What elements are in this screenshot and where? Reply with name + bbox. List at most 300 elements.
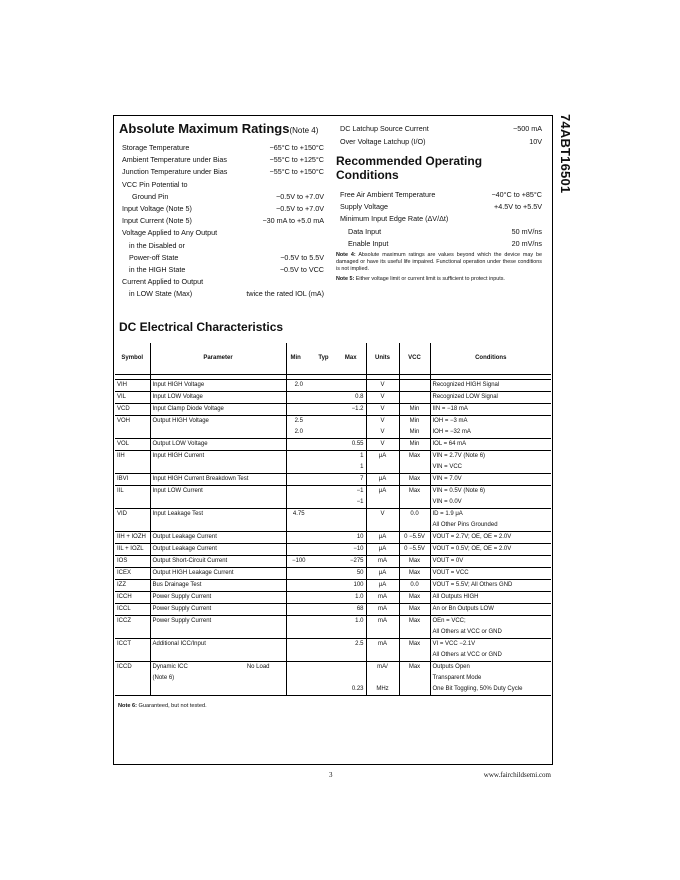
cell-max: 0.55: [336, 438, 366, 450]
note-4: Note 4: Absolute maximum ratings are values beyond which the device may be damaged or have its useful life impaired. Functional operation under these conditions is not implied.: [336, 252, 543, 272]
cell-sym: VOH: [115, 415, 150, 427]
cell-cond: VI = VCC −2.1V: [432, 640, 476, 647]
cell-param: Bus Drainage Test: [150, 579, 286, 591]
cell-max: [336, 508, 366, 520]
cell-typ: [311, 567, 336, 579]
note-5: Note 5: Either voltage limit or current limit is sufficient to protect inputs.: [336, 276, 505, 282]
cell-cond: One Bit Toggling, 50% Duty Cycle: [430, 684, 551, 696]
cell-param: [150, 661, 286, 673]
recommended-title: Recommended Operating Conditions: [336, 154, 483, 182]
cell-vcc: [399, 627, 430, 639]
cell-min: 2.0: [286, 379, 311, 391]
table-row: [115, 615, 551, 627]
dc-title: DC Electrical Characteristics: [119, 320, 284, 334]
dc-header-row: [115, 343, 551, 374]
cell-cond: All Outputs HIGH: [430, 591, 551, 603]
cell-vcc: 0 −5.5V: [399, 543, 430, 555]
cell-min: [286, 473, 311, 485]
recommended-label: Enable Input: [348, 239, 389, 248]
cell-vcc: Max: [399, 555, 430, 567]
cell-max: −275: [336, 555, 366, 567]
cell-typ: [311, 661, 336, 673]
abs-row: [122, 216, 324, 226]
cell-sym: IIL: [115, 485, 150, 497]
cell-units: V: [366, 508, 399, 520]
cell-cond: Recognized HIGH Signal: [430, 379, 551, 391]
cell-min: [286, 684, 311, 696]
note-6: Note 6: Guaranteed, but not tested.: [118, 703, 207, 709]
cell-cond: All Others at VCC or GND: [430, 650, 551, 662]
cell-sym: [115, 627, 150, 639]
cell-cond: VIN = 0.0V: [430, 497, 551, 509]
cell-sym: [115, 462, 150, 474]
abs-row-label: VCC Pin Potential to: [122, 179, 188, 189]
cell-min: [286, 543, 311, 555]
cell-cond: IIN = −18 mA: [430, 403, 551, 415]
cell-min: [286, 638, 311, 650]
cell-min: [286, 403, 311, 415]
cell-param: [150, 427, 286, 439]
cell-cond: VOUT = 0.5V; OE, OE = 2.0V: [430, 543, 551, 555]
cell-units: mA: [366, 591, 399, 603]
cell-sym: [115, 673, 150, 684]
table-row: [115, 508, 551, 520]
abs-row-label: Junction Temperature under Bias: [122, 167, 228, 177]
cell-units: μA: [366, 567, 399, 579]
cell-units: MHz: [366, 684, 399, 696]
cell-vcc: Min: [399, 438, 430, 450]
cell-cond: Outputs Open: [432, 663, 470, 670]
cell-param: Input HIGH Current: [150, 450, 286, 462]
cell-sym: IIH: [115, 450, 150, 462]
cell-typ: [311, 497, 336, 509]
cell-cond: VIN = 2.7V (Note 6): [432, 452, 486, 459]
cell-param: [150, 497, 286, 509]
cell-param: Output HIGH Voltage: [150, 415, 286, 427]
cell-units: μA: [366, 485, 399, 497]
cell-max: 2.5: [336, 638, 366, 650]
cell-sym: ICEX: [115, 567, 150, 579]
cell-vcc: Max: [399, 603, 430, 615]
abs-row-value: −55°C to +125°C: [269, 155, 324, 165]
cell-typ: [311, 508, 336, 520]
cell-param: Input Clamp Diode Voltage: [150, 403, 286, 415]
cell-param: Additional ICC/Input: [150, 638, 286, 650]
abs-row: [122, 155, 324, 165]
cell-units: [366, 462, 399, 474]
cell-cond: VOUT = 0V: [430, 555, 551, 567]
recommended-row: [340, 239, 542, 249]
cell-units: [366, 650, 399, 662]
recommended-label: Free Air Ambient Temperature: [340, 190, 436, 199]
cell-param: Input LOW Current: [150, 485, 286, 497]
cell-max: 0.23: [336, 684, 366, 696]
cell-max: 1: [336, 462, 366, 474]
cell-min: −100: [286, 555, 311, 567]
abs-row: [122, 265, 324, 275]
cell-min: [286, 520, 311, 532]
table-row: [115, 427, 551, 439]
cell-sym: IIL + IOZL: [115, 543, 150, 555]
cell-units: mA: [366, 555, 399, 567]
cell-typ: [311, 531, 336, 543]
col-vcc: VCC: [399, 343, 430, 374]
cell-vcc: Min: [399, 403, 430, 415]
abs-row-label: Ground Pin: [132, 191, 169, 201]
cell-param: Power Supply Current: [150, 591, 286, 603]
cell-sym: IOS: [115, 555, 150, 567]
cell-units: μA: [366, 473, 399, 485]
cell-cond: IOH = −32 mA: [430, 427, 551, 439]
table-row: [115, 520, 551, 532]
cell-max: [336, 379, 366, 391]
cell-typ: [311, 684, 336, 696]
cell-cond: VOUT = VCC: [430, 567, 551, 579]
abs-row: [122, 289, 324, 299]
table-row: [115, 673, 551, 684]
cell-max: [336, 673, 366, 684]
cell-typ: [311, 591, 336, 603]
cell-units: V: [366, 438, 399, 450]
cell-sym: VIL: [115, 391, 150, 403]
cell-units: V: [366, 415, 399, 427]
cell-max: [336, 627, 366, 639]
cell-typ: [311, 543, 336, 555]
cell-vcc: Max: [399, 473, 430, 485]
recommended-value: −40°C to +85°C: [491, 190, 542, 199]
cell-cond: IOL = 64 mA: [430, 438, 551, 450]
cell-param: [150, 650, 286, 662]
cell-sym: ICCL: [115, 603, 150, 615]
cell-param: [150, 520, 286, 532]
col-conditions: Conditions: [430, 343, 551, 374]
cell-cond: Transparent Mode: [432, 674, 482, 681]
abs-row-value: −30 mA to +5.0 mA: [262, 216, 324, 226]
abs-row-label: in the Disabled or: [129, 240, 185, 250]
abs-row: [122, 241, 324, 251]
table-row: [115, 650, 551, 662]
latchup-value: −500 mA: [513, 124, 542, 133]
table-row: [115, 661, 551, 673]
cell-typ: [311, 673, 336, 684]
abs-row: [122, 228, 324, 238]
cell-cond: VIN = 7.0V: [430, 473, 551, 485]
col-units: Units: [366, 343, 399, 374]
cell-sym: IZZ: [115, 579, 150, 591]
cell-max: [336, 650, 366, 662]
table-row: [115, 543, 551, 555]
table-row: [115, 531, 551, 543]
abs-row-label: Input Current (Note 5): [122, 216, 192, 226]
cell-units: V: [366, 391, 399, 403]
part-number-vertical: 74ABT16501: [558, 114, 573, 194]
table-row: [115, 555, 551, 567]
abs-row-label: Storage Temperature: [122, 143, 190, 152]
cell-typ: [311, 603, 336, 615]
cell-vcc: Max: [399, 615, 430, 627]
cell-vcc: Max: [399, 485, 430, 497]
cell-min: [286, 485, 311, 497]
abs-row-label: Input Voltage (Note 5): [122, 204, 192, 213]
dc-characteristics-table: [115, 343, 551, 696]
table-row: [115, 485, 551, 497]
cell-max: [336, 520, 366, 532]
cell-vcc: 0.0: [399, 508, 430, 520]
abs-row: [122, 253, 324, 263]
abs-row-label: Ambient Temperature under Bias: [122, 155, 227, 165]
abs-row-value: twice the rated IOL (mA): [246, 289, 324, 299]
abs-row-label: Current Applied to Output: [122, 277, 204, 287]
cell-max: −1: [336, 497, 366, 509]
cell-min: [286, 591, 311, 603]
cell-typ: [311, 473, 336, 485]
cell-units: mA: [366, 603, 399, 615]
cell-min: [286, 531, 311, 543]
cell-vcc: Max: [399, 638, 430, 650]
latchup-row: [340, 137, 542, 147]
cell-vcc: [399, 391, 430, 403]
cell-typ: [311, 555, 336, 567]
cell-sym: VID: [115, 508, 150, 520]
cell-param: Power Supply Current: [150, 603, 286, 615]
cell-vcc: Min: [399, 427, 430, 439]
table-row: [115, 473, 551, 485]
cell-sym: VIH: [115, 379, 150, 391]
cell-max: [336, 661, 366, 673]
abs-row: [122, 192, 324, 202]
cell-units: V: [366, 379, 399, 391]
table-row: [115, 391, 551, 403]
recommended-label: Minimum Input Edge Rate (ΔV/Δt): [340, 214, 449, 223]
cell-vcc: Min: [399, 415, 430, 427]
table-row: [115, 579, 551, 591]
cell-param: Output LOW Voltage: [150, 438, 286, 450]
cell-min: [286, 615, 311, 627]
table-row: [115, 415, 551, 427]
abs-row-value: −0.5V to 5.5V: [280, 252, 324, 262]
cell-min: [286, 391, 311, 403]
table-row: [115, 450, 551, 462]
cell-typ: [311, 615, 336, 627]
cell-min: [286, 567, 311, 579]
cell-vcc: [399, 497, 430, 509]
cell-min: [286, 673, 311, 684]
abs-row: [122, 180, 324, 190]
col-parameter: Parameter: [150, 343, 286, 374]
abs-row: [122, 277, 324, 287]
cell-min: [286, 450, 311, 462]
col-min: Min: [286, 343, 311, 374]
cell-sym: VOL: [115, 438, 150, 450]
cell-typ: [311, 462, 336, 474]
parameter-extra: No Load: [246, 663, 270, 670]
cell-param: Input HIGH Current Breakdown Test: [150, 473, 286, 485]
absolute-max-title: Absolute Maximum Ratings(Note 4): [119, 121, 319, 136]
cell-min: [286, 579, 311, 591]
cell-param: Output Short-Circuit Current: [150, 555, 286, 567]
abs-row-value: −0.5V to +7.0V: [276, 204, 324, 213]
cell-min: [286, 627, 311, 639]
cell-units: mA/: [366, 661, 399, 673]
recommended-label: Supply Voltage: [340, 202, 388, 211]
cell-max: 7: [336, 473, 366, 485]
abs-row-label: in LOW State (Max): [129, 289, 193, 299]
cell-units: mA: [366, 638, 399, 650]
cell-max: 100: [336, 579, 366, 591]
cell-param: Input Leakage Test: [150, 508, 286, 520]
cell-sym: [115, 520, 150, 532]
cell-param: Input HIGH Voltage: [150, 379, 286, 391]
latchup-row: [340, 124, 542, 134]
cell-sym: [115, 650, 150, 662]
abs-row: [122, 143, 324, 153]
cell-max: −10: [336, 543, 366, 555]
latchup-value: 10V: [529, 136, 542, 146]
recommended-value: +4.5V to +5.5V: [494, 202, 542, 211]
table-row: [115, 379, 551, 391]
recommended-row: [340, 190, 542, 200]
cell-sym: ICCH: [115, 591, 150, 603]
cell-vcc: [399, 650, 430, 662]
cell-cond: VIN = VCC: [430, 462, 551, 474]
cell-vcc: [399, 379, 430, 391]
cell-typ: [311, 403, 336, 415]
cell-param: [150, 462, 286, 474]
cell-min: 4.75: [292, 510, 305, 517]
cell-units: V: [366, 403, 399, 415]
cell-param: Output Leakage Current: [150, 531, 286, 543]
cell-vcc: [399, 520, 430, 532]
recommended-row: [340, 214, 542, 224]
cell-max: 0.8: [336, 391, 366, 403]
cell-param: (Note 6): [150, 673, 286, 684]
abs-row: [122, 204, 324, 214]
cell-typ: [311, 427, 336, 439]
table-row: [115, 462, 551, 474]
abs-row-value: −65°C to +150°C: [269, 143, 324, 152]
cell-sym: [115, 684, 150, 696]
table-row: [115, 403, 551, 415]
cell-sym: ICCD: [115, 661, 150, 673]
cell-typ: [311, 485, 336, 497]
cell-vcc: [399, 684, 430, 696]
cell-vcc: [399, 673, 430, 684]
cell-max: 1: [336, 450, 366, 462]
cell-max: 68: [336, 603, 366, 615]
cell-min: 2.5: [294, 417, 303, 424]
cell-cond: VOUT = 5.5V; All Others GND: [430, 579, 551, 591]
cell-cond: An or Bn Outputs LOW: [430, 603, 551, 615]
cell-param: [150, 684, 286, 696]
cell-typ: [311, 579, 336, 591]
cell-sym: VCD: [115, 403, 150, 415]
cell-units: μA: [366, 543, 399, 555]
cell-units: [366, 520, 399, 532]
table-row: [115, 567, 551, 579]
cell-typ: [311, 638, 336, 650]
cell-vcc: Max: [399, 567, 430, 579]
cell-units: μA: [366, 531, 399, 543]
cell-sym: [115, 497, 150, 509]
cell-max: [336, 415, 366, 427]
cell-units: μA: [366, 450, 399, 462]
cell-cond: IOH = −3 mA: [432, 417, 468, 424]
page-number: 3: [329, 771, 333, 779]
cell-vcc: Max: [399, 450, 430, 462]
cell-min: 2.0: [286, 427, 311, 439]
cell-units: mA: [366, 615, 399, 627]
parameter-text: Dynamic ICC: [152, 663, 188, 670]
cell-cond: Recognized LOW Signal: [430, 391, 551, 403]
cell-units: [366, 673, 399, 684]
recommended-row: [340, 227, 542, 237]
abs-row-label: in the HIGH State: [129, 265, 186, 274]
cell-min: [286, 661, 311, 673]
cell-param: Power Supply Current: [150, 615, 286, 627]
table-row: [115, 497, 551, 509]
cell-max: [336, 427, 366, 439]
cell-cond: All Others at VCC or GND: [430, 627, 551, 639]
cell-sym: IBVI: [115, 473, 150, 485]
abs-row-value: −55°C to +150°C: [269, 167, 324, 177]
cell-min: [286, 650, 311, 662]
cell-param: Output HIGH Leakage Current: [150, 567, 286, 579]
cell-typ: [311, 379, 336, 391]
cell-vcc: [399, 462, 430, 474]
recommended-row: [340, 202, 542, 212]
cell-max: 1.0: [336, 615, 366, 627]
cell-param: Output Leakage Current: [150, 543, 286, 555]
cell-cond: ID = 1.9 μA: [432, 510, 463, 517]
cell-min: [286, 438, 311, 450]
abs-row-value: −0.5V to +7.0V: [276, 191, 324, 201]
col-max: Max: [336, 343, 366, 374]
cell-sym: ICCT: [115, 638, 150, 650]
cell-typ: [311, 450, 336, 462]
cell-typ: [311, 650, 336, 662]
cell-cond: All Other Pins Grounded: [430, 520, 551, 532]
cell-cond: OEn = VCC;: [432, 617, 466, 624]
recommended-label: Data Input: [348, 227, 382, 236]
cell-units: [366, 627, 399, 639]
cell-max: 50: [336, 567, 366, 579]
cell-min: [286, 603, 311, 615]
cell-max: −1.2: [336, 403, 366, 415]
abs-row-label: Power-off State: [129, 252, 179, 262]
col-symbol: Symbol: [115, 343, 150, 374]
table-row: [115, 627, 551, 639]
table-row: [115, 438, 551, 450]
cell-typ: [311, 520, 336, 532]
recommended-value: 50 mV/ns: [511, 227, 542, 236]
cell-param: [150, 627, 286, 639]
cell-min: [286, 497, 311, 509]
website-url: www.fairchildsemi.com: [483, 771, 551, 779]
cell-max: 10: [336, 531, 366, 543]
cell-sym: [115, 427, 150, 439]
table-row: [115, 603, 551, 615]
cell-min: [286, 462, 311, 474]
cell-max: −1: [336, 485, 366, 497]
abs-row-value: −0.5V to VCC: [279, 265, 324, 274]
cell-units: μA: [366, 579, 399, 591]
cell-cond: VOUT = 2.7V; OE, OE = 2.0V: [430, 531, 551, 543]
abs-row: [122, 167, 324, 177]
cell-max: 1.0: [336, 591, 366, 603]
cell-typ: [311, 627, 336, 639]
abs-row-label: Voltage Applied to Any Output: [122, 228, 218, 238]
cell-typ: [311, 438, 336, 450]
